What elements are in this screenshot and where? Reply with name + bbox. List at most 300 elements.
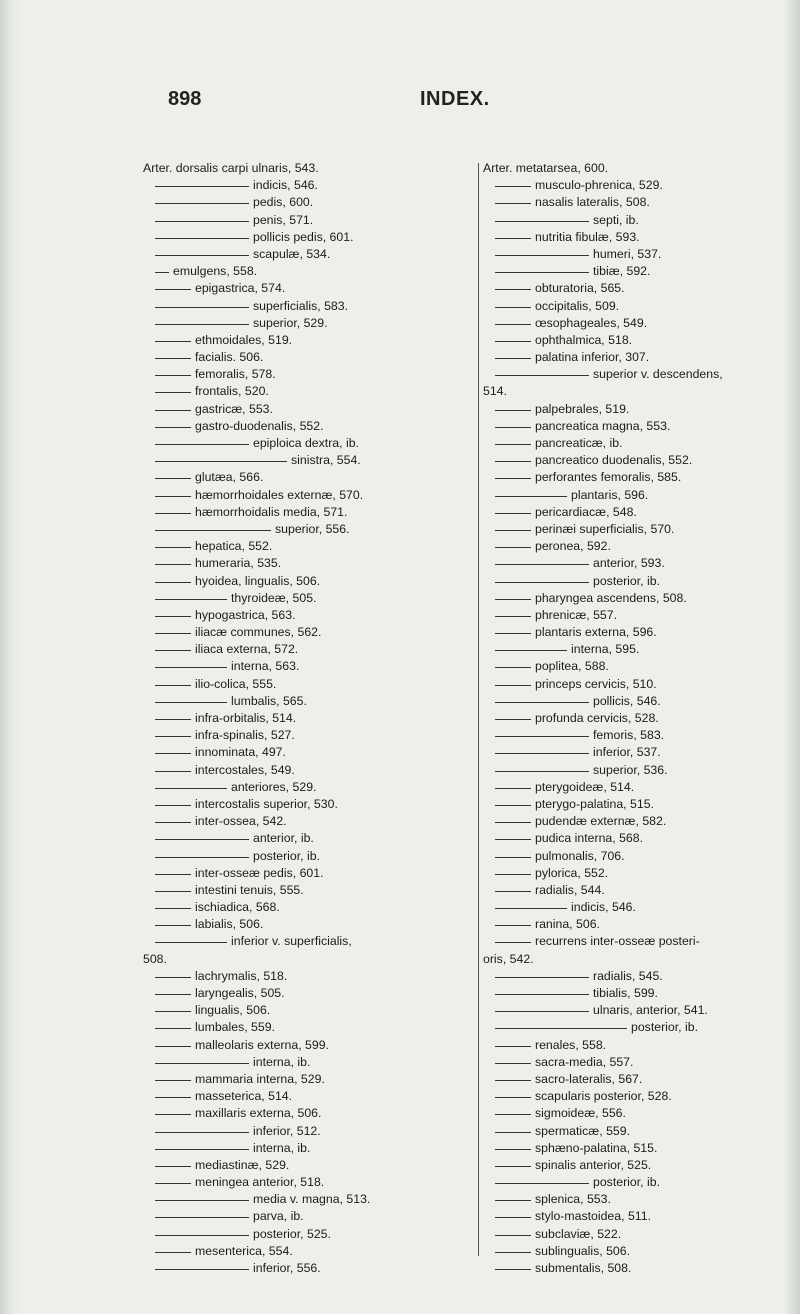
ditto-dash bbox=[495, 1011, 589, 1012]
index-entry bbox=[143, 693, 478, 710]
index-entry-text: posterior, ib. bbox=[253, 848, 320, 863]
ditto-dash bbox=[495, 547, 531, 548]
index-entry bbox=[143, 1226, 478, 1243]
index-entry bbox=[483, 263, 799, 280]
ditto-dash bbox=[155, 272, 169, 273]
index-entry-text: masseterica, 514. bbox=[195, 1089, 293, 1104]
index-entry bbox=[143, 710, 478, 727]
index-entry-text: inferior, 556. bbox=[253, 1261, 321, 1275]
index-entry-text: inter-ossea, 542. bbox=[195, 814, 287, 829]
index-entry bbox=[483, 933, 799, 950]
ditto-dash bbox=[495, 461, 531, 462]
index-entry bbox=[143, 658, 478, 675]
index-entry bbox=[483, 624, 799, 641]
index-entry bbox=[483, 555, 799, 572]
index-entry bbox=[483, 1140, 799, 1157]
ditto-dash bbox=[495, 289, 531, 290]
index-entry-text: plantaris externa, 596. bbox=[535, 625, 657, 640]
index-entry-text: meningea anterior, 518. bbox=[195, 1175, 325, 1190]
ditto-dash bbox=[155, 667, 227, 668]
ditto-dash bbox=[495, 255, 589, 256]
index-entry-text: anteriores, 529. bbox=[231, 779, 317, 794]
index-entry bbox=[143, 968, 478, 985]
index-entry-text: renales, 558. bbox=[535, 1037, 607, 1052]
index-entry-text: nutritia fibulæ, 593. bbox=[535, 229, 640, 244]
index-entry-text: ophthalmica, 518. bbox=[535, 332, 633, 347]
index-entry-text: pancreatico duodenalis, 552. bbox=[535, 453, 693, 468]
index-entry bbox=[483, 1226, 799, 1243]
index-entry bbox=[483, 830, 799, 847]
ditto-dash bbox=[495, 1063, 531, 1064]
index-entry bbox=[483, 1105, 799, 1122]
index-entry bbox=[143, 521, 478, 538]
index-entry-text: pancreatica magna, 553. bbox=[535, 418, 671, 433]
index-entry-text: pollicis, 546. bbox=[593, 693, 661, 708]
ditto-dash bbox=[155, 771, 191, 772]
index-entry-text: 514. bbox=[483, 384, 507, 399]
index-entry bbox=[483, 865, 799, 882]
index-entry-text: indicis, 546. bbox=[253, 178, 318, 193]
index-entry bbox=[143, 160, 478, 177]
ditto-dash bbox=[155, 702, 227, 703]
index-entry-text: media v. magna, 513. bbox=[253, 1192, 371, 1207]
ditto-dash bbox=[495, 702, 589, 703]
ditto-dash bbox=[155, 564, 191, 565]
index-entry bbox=[483, 1157, 799, 1174]
index-entry bbox=[143, 1088, 478, 1105]
ditto-dash bbox=[495, 908, 567, 909]
index-entry-text: sinistra, 554. bbox=[291, 453, 361, 468]
ditto-dash bbox=[155, 822, 191, 823]
index-column-left bbox=[143, 160, 478, 1277]
ditto-dash bbox=[155, 1046, 191, 1047]
ditto-dash bbox=[155, 1063, 249, 1064]
index-entry bbox=[143, 1123, 478, 1140]
ditto-dash bbox=[495, 564, 589, 565]
ditto-dash bbox=[495, 942, 531, 943]
index-entry-text: malleolaris externa, 599. bbox=[195, 1037, 329, 1052]
ditto-dash bbox=[155, 238, 249, 239]
ditto-dash bbox=[155, 874, 191, 875]
ditto-dash bbox=[155, 461, 287, 462]
ditto-dash bbox=[155, 427, 191, 428]
index-entry bbox=[143, 1260, 478, 1277]
ditto-dash bbox=[155, 221, 249, 222]
ditto-dash bbox=[495, 994, 589, 995]
index-entry-text: spinalis anterior, 525. bbox=[535, 1157, 652, 1172]
index-entry-text: ranina, 506. bbox=[535, 917, 600, 932]
index-entry bbox=[143, 1105, 478, 1122]
index-entry bbox=[143, 555, 478, 572]
ditto-dash bbox=[495, 478, 531, 479]
index-entry bbox=[483, 916, 799, 933]
ditto-dash bbox=[495, 667, 531, 668]
ditto-dash bbox=[495, 1132, 531, 1133]
ditto-dash bbox=[495, 427, 531, 428]
index-entry bbox=[143, 865, 478, 882]
index-entry-text: intercostales, 549. bbox=[195, 762, 295, 777]
index-entry-text: hæmorrhoidales externæ, 570. bbox=[195, 487, 364, 502]
index-entry-text: anterior, ib. bbox=[253, 831, 314, 846]
ditto-dash bbox=[495, 1235, 531, 1236]
ditto-dash bbox=[155, 1132, 249, 1133]
index-entry bbox=[483, 487, 799, 504]
index-entry bbox=[483, 383, 799, 400]
index-entry bbox=[143, 1243, 478, 1260]
index-entry-text: palatina inferior, 307. bbox=[535, 350, 650, 365]
index-entry bbox=[483, 641, 799, 658]
index-entry bbox=[483, 796, 799, 813]
index-entry bbox=[143, 762, 478, 779]
index-entry-text: 508. bbox=[143, 951, 167, 966]
index-entry-text: sacro-lateralis, 567. bbox=[535, 1071, 643, 1086]
index-entry bbox=[483, 349, 799, 366]
ditto-dash bbox=[495, 616, 531, 617]
ditto-dash bbox=[155, 392, 191, 393]
index-entry bbox=[143, 830, 478, 847]
ditto-dash bbox=[155, 788, 227, 789]
index-entry bbox=[143, 1208, 478, 1225]
column-divider bbox=[478, 163, 479, 1256]
index-entry-text: glutæa, 566. bbox=[195, 470, 264, 485]
index-entry-text: submentalis, 508. bbox=[535, 1261, 632, 1275]
ditto-dash bbox=[495, 272, 589, 273]
ditto-dash bbox=[155, 1166, 191, 1167]
ditto-dash bbox=[495, 221, 589, 222]
ditto-dash bbox=[495, 375, 589, 376]
index-entry bbox=[483, 1071, 799, 1088]
index-entry-text: epiploica dextra, ib. bbox=[253, 436, 359, 450]
index-entry bbox=[483, 813, 799, 830]
index-entry bbox=[483, 1208, 799, 1225]
index-entry bbox=[143, 641, 478, 658]
index-entry bbox=[143, 951, 478, 968]
index-entry-text: Arter. dorsalis carpi ulnaris, 543. bbox=[143, 161, 319, 175]
index-entry bbox=[483, 1191, 799, 1208]
index-entry bbox=[483, 332, 799, 349]
index-entry bbox=[483, 366, 799, 383]
ditto-dash bbox=[155, 1080, 191, 1081]
index-entry-text: penis, 571. bbox=[253, 212, 314, 227]
index-entry bbox=[143, 487, 478, 504]
ditto-dash bbox=[155, 908, 191, 909]
index-entry bbox=[483, 177, 799, 194]
index-entry-text: princeps cervicis, 510. bbox=[535, 676, 657, 691]
index-entry bbox=[483, 882, 799, 899]
index-entry bbox=[143, 401, 478, 418]
index-entry-text: iliacæ communes, 562. bbox=[195, 625, 322, 640]
ditto-dash bbox=[495, 599, 531, 600]
index-entry bbox=[483, 1088, 799, 1105]
ditto-dash bbox=[155, 736, 191, 737]
index-entry bbox=[483, 229, 799, 246]
index-entry bbox=[483, 1243, 799, 1260]
ditto-dash bbox=[495, 736, 589, 737]
ditto-dash bbox=[495, 444, 531, 445]
index-entry-text: superficialis, 583. bbox=[253, 298, 349, 313]
index-entry-text: superior, 536. bbox=[593, 762, 668, 777]
ditto-dash bbox=[155, 530, 271, 531]
index-entry-text: pulmonalis, 706. bbox=[535, 848, 625, 863]
index-entry-text: septi, ib. bbox=[593, 212, 639, 227]
index-entry-text: sacra-media, 557. bbox=[535, 1054, 634, 1069]
index-entry-text: pudica interna, 568. bbox=[535, 831, 644, 846]
index-entry bbox=[483, 951, 799, 968]
ditto-dash bbox=[155, 599, 227, 600]
ditto-dash bbox=[495, 530, 531, 531]
index-entry bbox=[143, 263, 478, 280]
index-entry-text: pterygoideæ, 514. bbox=[535, 779, 635, 794]
index-entry bbox=[143, 332, 478, 349]
index-entry bbox=[143, 366, 478, 383]
index-entry-text: inferior, 512. bbox=[253, 1123, 321, 1138]
index-entry-text: profunda cervicis, 528. bbox=[535, 711, 659, 725]
index-entry-text: sigmoideæ, 556. bbox=[535, 1106, 626, 1121]
index-entry-text: pudendæ externæ, 582. bbox=[535, 814, 667, 829]
index-entry-text: interna, ib. bbox=[253, 1054, 311, 1069]
index-entry bbox=[483, 1260, 799, 1277]
index-entry-text: scapularis posterior, 528. bbox=[535, 1089, 672, 1104]
ditto-dash bbox=[155, 1097, 191, 1098]
index-entry bbox=[143, 882, 478, 899]
index-entry bbox=[143, 1071, 478, 1088]
ditto-dash bbox=[495, 307, 531, 308]
index-entry-text: pollicis pedis, 601. bbox=[253, 229, 354, 244]
index-entry-text: hepatica, 552. bbox=[195, 539, 273, 554]
index-entry bbox=[483, 607, 799, 624]
index-entry-text: sphæno-palatina, 515. bbox=[535, 1140, 658, 1155]
ditto-dash bbox=[495, 203, 531, 204]
index-entry-text: intestini tenuis, 555. bbox=[195, 882, 304, 897]
index-entry-text: infra-spinalis, 527. bbox=[195, 728, 295, 743]
index-entry bbox=[483, 1054, 799, 1071]
index-entry bbox=[143, 590, 478, 607]
ditto-dash bbox=[495, 358, 531, 359]
ditto-dash bbox=[155, 719, 191, 720]
index-entry bbox=[483, 710, 799, 727]
index-entry-text: lumbalis, 565. bbox=[231, 693, 307, 708]
index-entry bbox=[483, 435, 799, 452]
index-entry bbox=[143, 727, 478, 744]
ditto-dash bbox=[495, 186, 531, 187]
index-entry-text: superior v. descendens, bbox=[593, 367, 723, 382]
index-entry bbox=[143, 1157, 478, 1174]
index-entry bbox=[143, 418, 478, 435]
index-entry-text: palpebrales, 519. bbox=[535, 401, 630, 416]
ditto-dash bbox=[495, 771, 589, 772]
index-entry bbox=[143, 916, 478, 933]
ditto-dash bbox=[495, 1097, 531, 1098]
index-column-right bbox=[483, 160, 799, 1277]
ditto-dash bbox=[495, 1046, 531, 1047]
index-entry bbox=[143, 1191, 478, 1208]
index-entry bbox=[143, 298, 478, 315]
index-entry bbox=[483, 590, 799, 607]
index-entry bbox=[143, 676, 478, 693]
ditto-dash bbox=[495, 1217, 531, 1218]
index-entry-text: nasalis lateralis, 508. bbox=[535, 195, 650, 210]
index-entry-text: mammaria interna, 529. bbox=[195, 1071, 325, 1086]
index-entry bbox=[483, 727, 799, 744]
index-entry bbox=[483, 744, 799, 761]
ditto-dash bbox=[155, 994, 191, 995]
index-entry-text: innominata, 497. bbox=[195, 745, 286, 760]
index-entry bbox=[483, 246, 799, 263]
ditto-dash bbox=[495, 753, 589, 754]
index-entry-text: recurrens inter-osseæ posteri- bbox=[535, 934, 700, 949]
index-entry-text: posterior, ib. bbox=[631, 1020, 698, 1035]
ditto-dash bbox=[155, 1200, 249, 1201]
ditto-dash bbox=[495, 324, 531, 325]
index-entry-text: perforantes femoralis, 585. bbox=[535, 470, 682, 485]
index-entry bbox=[483, 298, 799, 315]
ditto-dash bbox=[495, 1149, 531, 1150]
index-entry bbox=[483, 1123, 799, 1140]
ditto-dash bbox=[495, 341, 531, 342]
index-entry bbox=[483, 212, 799, 229]
index-entry bbox=[143, 229, 478, 246]
ditto-dash bbox=[155, 616, 191, 617]
ditto-dash bbox=[495, 238, 531, 239]
ditto-dash bbox=[495, 1080, 531, 1081]
ditto-dash bbox=[495, 685, 531, 686]
ditto-dash bbox=[495, 1269, 531, 1270]
index-entry bbox=[483, 985, 799, 1002]
index-entry-text: phrenicæ, 557. bbox=[535, 607, 618, 622]
index-entry-text: poplitea, 588. bbox=[535, 659, 609, 674]
index-entry-text: ulnaris, anterior, 541. bbox=[593, 1003, 708, 1018]
index-entry bbox=[483, 469, 799, 486]
index-entry-text: inferior, 537. bbox=[593, 745, 661, 760]
index-entry-text: peronea, 592. bbox=[535, 539, 611, 554]
index-entry-text: obturatoria, 565. bbox=[535, 281, 625, 296]
index-entry-text: radialis, 545. bbox=[593, 968, 663, 983]
index-entry bbox=[143, 246, 478, 263]
index-entry-text: thyroideæ, 505. bbox=[231, 590, 317, 605]
index-entry bbox=[143, 538, 478, 555]
running-title: INDEX. bbox=[420, 88, 490, 110]
ditto-dash bbox=[495, 891, 531, 892]
ditto-dash bbox=[155, 685, 191, 686]
index-entry-text: superior, 556. bbox=[275, 521, 350, 536]
index-entry bbox=[143, 452, 478, 469]
index-entry-text: maxillaris externa, 506. bbox=[195, 1106, 322, 1121]
ditto-dash bbox=[495, 719, 531, 720]
index-entry bbox=[483, 504, 799, 521]
index-entry-text: lumbales, 559. bbox=[195, 1020, 275, 1035]
index-entry bbox=[143, 1037, 478, 1054]
ditto-dash bbox=[155, 857, 249, 858]
index-entry-text: interna, 595. bbox=[571, 642, 640, 657]
index-entry bbox=[143, 469, 478, 486]
ditto-dash bbox=[155, 753, 191, 754]
index-entry bbox=[143, 212, 478, 229]
ditto-dash bbox=[155, 633, 191, 634]
index-entry bbox=[483, 676, 799, 693]
index-entry-text: interna, ib. bbox=[253, 1140, 311, 1155]
index-entry-text: subclaviæ, 522. bbox=[535, 1226, 622, 1241]
index-entry-text: gastricæ, 553. bbox=[195, 401, 273, 416]
index-entry-text: labialis, 506. bbox=[195, 917, 264, 932]
index-entry-text: infra-orbitalis, 514. bbox=[195, 711, 297, 725]
ditto-dash bbox=[155, 496, 191, 497]
ditto-dash bbox=[155, 805, 191, 806]
index-entry bbox=[143, 607, 478, 624]
index-entry bbox=[483, 779, 799, 796]
ditto-dash bbox=[155, 1269, 249, 1270]
index-entry bbox=[143, 899, 478, 916]
index-entry-text: sublingualis, 506. bbox=[535, 1243, 631, 1258]
index-entry bbox=[143, 280, 478, 297]
index-entry-text: tibiæ, 592. bbox=[593, 264, 651, 279]
ditto-dash bbox=[495, 513, 531, 514]
index-entry-text: musculo-phrenica, 529. bbox=[535, 178, 663, 193]
ditto-dash bbox=[155, 289, 191, 290]
ditto-dash bbox=[155, 307, 249, 308]
index-entry-text: facialis. 506. bbox=[195, 350, 264, 365]
index-entry-text: lingualis, 506. bbox=[195, 1003, 271, 1018]
index-entry-text: posterior, 525. bbox=[253, 1226, 331, 1241]
ditto-dash bbox=[155, 1011, 191, 1012]
index-entry-text: perinæi superficialis, 570. bbox=[535, 521, 675, 536]
index-entry-text: pedis, 600. bbox=[253, 195, 314, 210]
page-header bbox=[0, 88, 800, 118]
ditto-dash bbox=[155, 375, 191, 376]
index-entry-text: ethmoidales, 519. bbox=[195, 332, 293, 347]
index-entry bbox=[143, 779, 478, 796]
index-entry bbox=[143, 1174, 478, 1191]
index-entry-text: stylo-mastoidea, 511. bbox=[535, 1209, 651, 1224]
ditto-dash bbox=[495, 582, 589, 583]
ditto-dash bbox=[495, 925, 531, 926]
index-entry bbox=[143, 315, 478, 332]
ditto-dash bbox=[155, 1114, 191, 1115]
index-entry bbox=[143, 848, 478, 865]
index-entry-text: laryngealis, 505. bbox=[195, 986, 285, 1000]
index-entry-text: posterior, ib. bbox=[593, 573, 660, 588]
ditto-dash bbox=[155, 410, 191, 411]
ditto-dash bbox=[495, 805, 531, 806]
index-entry bbox=[143, 933, 478, 950]
index-entry-text: gastro-duodenalis, 552. bbox=[195, 418, 324, 433]
index-entry-text: occipitalis, 509. bbox=[535, 298, 620, 313]
ditto-dash bbox=[155, 203, 249, 204]
index-entry-text: parva, ib. bbox=[253, 1209, 304, 1224]
ditto-dash bbox=[155, 478, 191, 479]
ditto-dash bbox=[155, 186, 249, 187]
index-entry bbox=[483, 538, 799, 555]
index-entry bbox=[483, 1037, 799, 1054]
index-entry bbox=[483, 1174, 799, 1191]
index-entry-text: femoralis, 578. bbox=[195, 367, 276, 382]
index-entry bbox=[483, 968, 799, 985]
index-entry bbox=[483, 401, 799, 418]
ditto-dash bbox=[495, 857, 531, 858]
ditto-dash bbox=[155, 1028, 191, 1029]
index-entry bbox=[483, 658, 799, 675]
ditto-dash bbox=[155, 977, 191, 978]
index-entry-text: tibialis, 599. bbox=[593, 986, 658, 1000]
index-entry bbox=[483, 315, 799, 332]
index-entry-text: interna, 563. bbox=[231, 659, 300, 674]
index-entry-text: œsophageales, 549. bbox=[535, 315, 648, 330]
ditto-dash bbox=[495, 1028, 627, 1029]
index-entry-text: inter-osseæ pedis, 601. bbox=[195, 865, 324, 880]
index-entry bbox=[143, 796, 478, 813]
ditto-dash bbox=[495, 1114, 531, 1115]
index-entry bbox=[143, 1002, 478, 1019]
ditto-dash bbox=[155, 513, 191, 514]
